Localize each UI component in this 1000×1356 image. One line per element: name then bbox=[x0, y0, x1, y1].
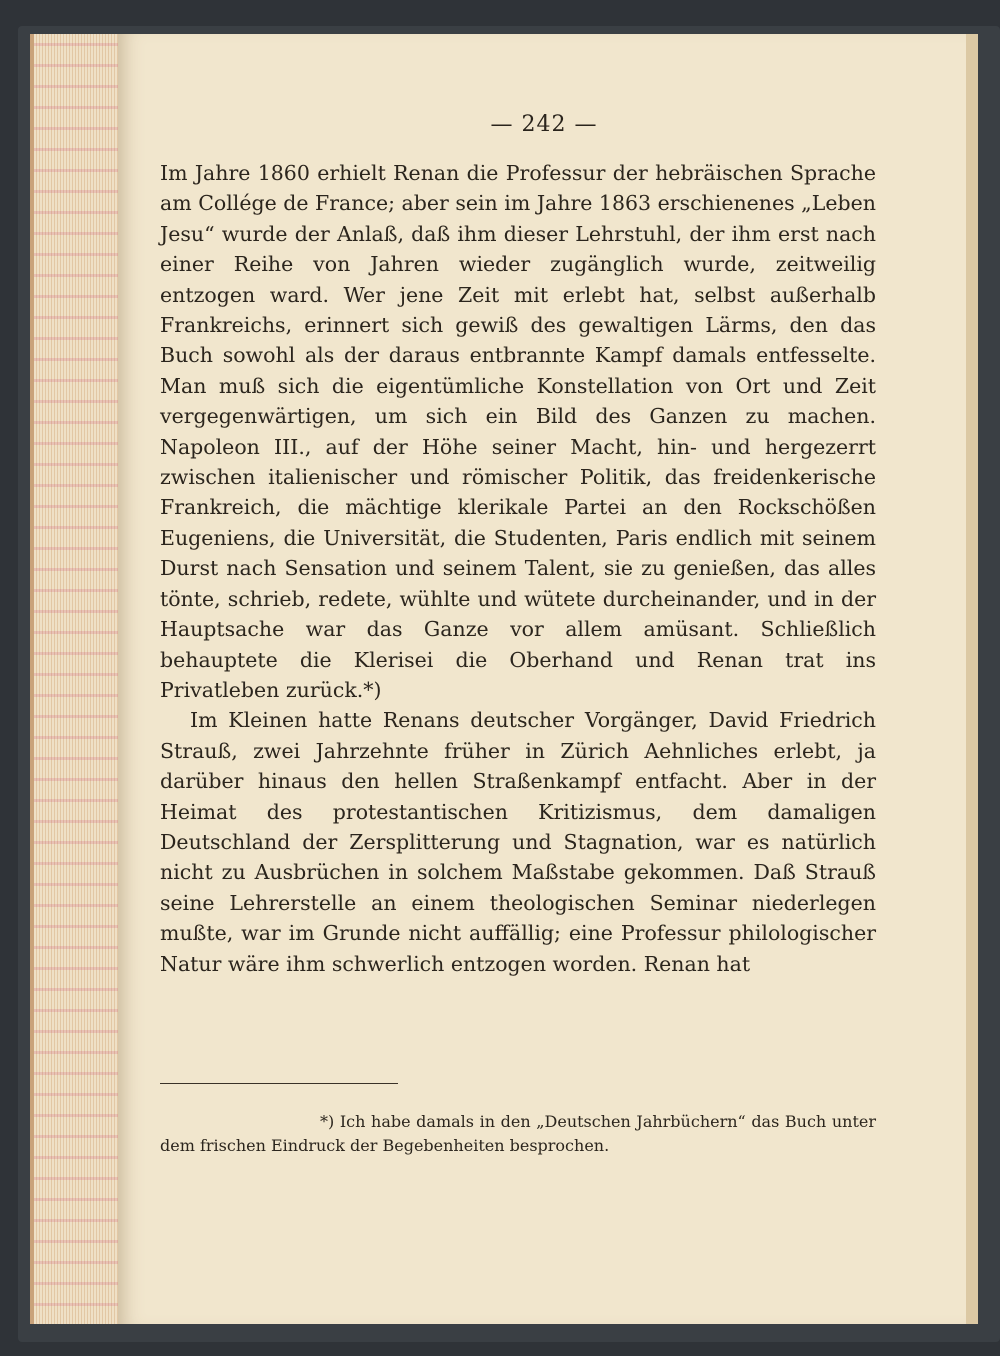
page-gutter bbox=[966, 34, 978, 1324]
page-number: — 242 — bbox=[490, 112, 598, 137]
footnote bbox=[160, 1110, 876, 1158]
paragraph: Im Kleinen hatte Renans deutscher Vorgänger, David Friedrich Strauß, zwei Jahrzehnte früher in Zürich Aehnliches erlebt, ja darüber hinaus den hellen Straßenkampf entfacht. Aber in der Heimat des protestantischen Kritizismus, dem damaligen Deutschland der Zersplitterung und Stagnation, war es natürlich nicht zu Ausbrüchen in solchem Maßstabe gekommen. Daß Strauß seine Lehrerstelle an einem theologischen Seminar niederlegen mußte, war im Grunde nicht auffällig; eine Professur philologischer Natur wäre ihm schwerlich entzogen worden. Renan hat bbox=[160, 708, 876, 976]
body-text bbox=[160, 158, 876, 979]
footnote-divider bbox=[160, 1083, 398, 1084]
footnote-text: *) Ich habe damals in den „Deutschen Jahrbüchern“ das Buch unter dem frischen Eindruck der Begebenheiten besprochen. bbox=[160, 1112, 876, 1155]
page-edges bbox=[30, 34, 130, 1324]
paragraph: Im Jahre 1860 erhielt Renan die Professur der hebräischen Sprache am Collége de France; aber sein im Jahre 1863 erschienenes „Leben Jesu“ wurde der Anlaß, daß ihm dieser Lehrstuhl, der ihm erst nach einer Reihe von Jahren wieder zugänglich wurde, zeitweilig entzogen ward. Wer jene Zeit mit erlebt hat, selbst außerhalb Frankreichs, erinnert sich gewiß des gewaltigen Lärms, den das Buch sowohl als der daraus entbrannte Kampf damals entfesselte. Man muß sich die eigentümliche Konstellation von Ort und Zeit vergegenwärtigen, um sich ein Bild des Ganzen zu machen. Napoleon III., auf der Höhe seiner Macht, hin- und hergezerrt zwischen italienischer und römischer Politik, das freidenkerische Frankreich, die mächtige klerikale Partei an den Rockschößen Eugeniens, die Universität, die Studenten, Paris endlich mit seinem Durst nach Sensation und seinem Talent, sie zu genießen, das alles tönte, schrieb, redete, wühlte und wütete durcheinander, und in der Hauptsache war das Ganze vor allem amüsant. Schließlich behauptete die Klerisei die Oberhand und Renan trat ins Privatleben zurück.*) bbox=[160, 161, 876, 702]
